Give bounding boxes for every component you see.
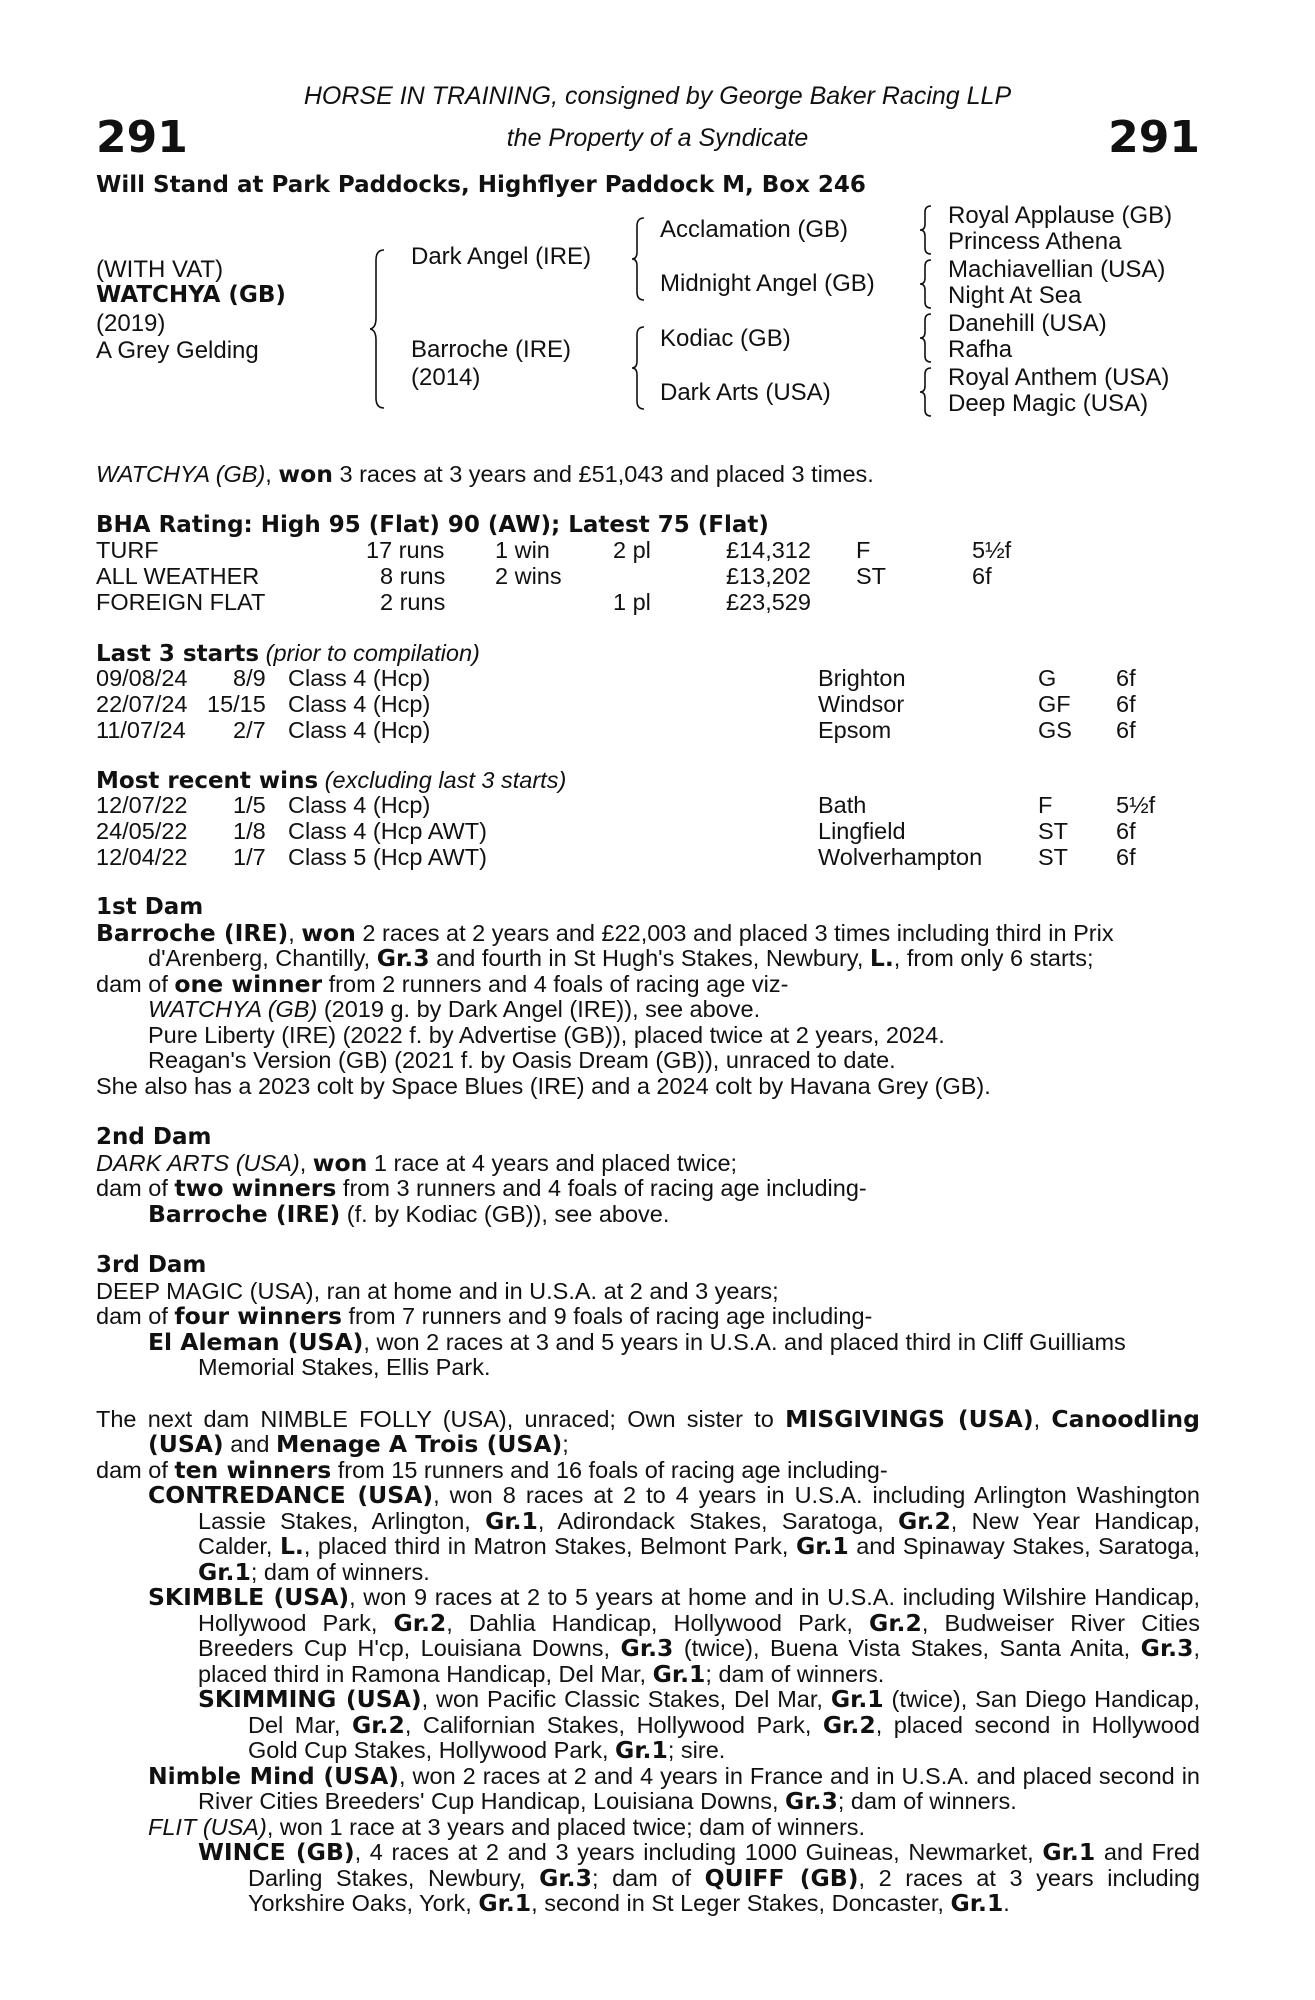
wins-course-2: Wolverhampton (818, 844, 983, 870)
contredance-entry: CONTREDANCE (USA), won 8 races at 2 to 4 years in U.S.A. including Arlington Washington Lassie Stakes, Arlington, Gr.1, Adirondack Stakes, Saratoga, Gr.2, New Year Handicap, Calder, L., placed third in Matron Stakes, Belmont Park, Gr.1 and Spinaway Stakes, Saratoga, Gr.1; dam of winners. (148, 1481, 1200, 1586)
rating-runs-1: 8 runs (380, 563, 446, 589)
gs-brace-3 (920, 312, 934, 364)
nimble-mind-entry: Nimble Mind (USA), won 2 races at 2 and 4 years in France and in U.S.A. and placed second in River Cities Breeders' Cup Handicap, Louisiana Downs, Gr.3; dam of winners. (148, 1761, 1200, 1815)
next-dam-record: The next dam NIMBLE FOLLY (USA), unraced; Own sister to MISGIVINGS (USA), Canoodling (USA) and Menage A Trois (USA); (96, 1404, 1200, 1458)
skimming-entry: SKIMMING (USA), won Pacific Classic Stakes, Del Mar, Gr.1 (twice), San Diego Handicap, Del Mar, Gr.2, Californian Stakes, Hollywood Park, Gr.2, placed second in Hollywood Gold Cup Stakes, Hollywood Park, Gr.1; sire. (198, 1685, 1200, 1764)
dam: Barroche (IRE) (411, 336, 572, 363)
rating-runs-0: 17 runs (366, 537, 445, 563)
gs-brace-2 (920, 258, 934, 310)
last3-pos-1: 15/15 (207, 691, 266, 717)
ggp-8: Deep Magic (USA) (948, 390, 1149, 417)
flit-entry: FLIT (USA), won 1 race at 3 years and placed twice; dam of winners. (148, 1813, 866, 1840)
dam-sire: Kodiac (GB) (660, 325, 791, 352)
rating-going-0: F (856, 537, 871, 563)
lot-number-right: 291 (1108, 112, 1200, 163)
summary-rest: 3 races at 3 years and £51,043 and placed 3 times. (332, 461, 874, 487)
rating-pl-0: 2 pl (613, 537, 651, 563)
wins-date-2: 12/04/22 (96, 844, 188, 870)
wins-going-0: F (1038, 792, 1053, 818)
wins-title: Most recent wins (96, 768, 319, 794)
ggp-3: Machiavellian (USA) (948, 256, 1166, 283)
first-dam-foal-1: WATCHYA (GB) (2019 g. by Dark Angel (IRE)), see above. (148, 996, 761, 1022)
skimble-entry: SKIMBLE (USA), won 9 races at 2 to 5 years at home and in U.S.A. including Wilshire Handicap, Hollywood Park, Gr.2, Dahlia Handicap, Hollywood Park, Gr.2, Budweiser River Cities Breeders Cup H'cp, Louisiana Downs, Gr.3 (twice), Buena Vista Stakes, Santa Anita, Gr.3, placed third in Ramona Handicap, Del Mar, Gr.1; dam of winners. (148, 1583, 1200, 1688)
wins-pos-1: 1/8 (233, 818, 266, 844)
last3-note: (prior to compilation) (259, 640, 480, 666)
second-dam-produce: dam of two winners from 3 runners and 4 foals of racing age including- (96, 1174, 867, 1202)
first-dam-produce: dam of one winner from 2 runners and 4 foals of racing age viz- (96, 969, 789, 998)
second-dam-record: DARK ARTS (USA), won 1 race at 4 years and placed twice; (96, 1148, 738, 1177)
ggp-2: Princess Athena (948, 228, 1122, 255)
last3-class-1: Class 4 (Hcp) (288, 691, 431, 717)
wins-going-1: ST (1038, 818, 1069, 844)
wins-class-0: Class 4 (Hcp) (288, 792, 431, 818)
last3-class-2: Class 4 (Hcp) (288, 717, 431, 743)
ggp-4: Night At Sea (948, 282, 1082, 309)
first-dam-foal-3: Reagan's Version (GB) (2021 f. by Oasis Dream (GB)), unraced to date. (148, 1047, 896, 1073)
gs-brace-4 (920, 366, 934, 418)
main-brace (370, 248, 390, 410)
rating-wins-1: 2 wins (495, 563, 562, 589)
dam-brace (632, 325, 648, 411)
wins-course-0: Bath (818, 792, 867, 818)
stabling-line: Will Stand at Park Paddocks, Highflyer Paddock M, Box 246 (96, 172, 866, 198)
rating-surface-0: TURF (96, 537, 159, 563)
rating-surface-1: ALL WEATHER (96, 563, 260, 589)
consignment-line: HORSE IN TRAINING, consigned by George Baker Racing LLP (303, 82, 1012, 110)
wins-class-1: Class 4 (Hcp AWT) (288, 818, 487, 844)
second-dam-heading: 2nd Dam (96, 1124, 212, 1150)
last3-course-1: Windsor (818, 691, 905, 717)
first-dam-section (96, 895, 1200, 1917)
dam-dam: Dark Arts (USA) (660, 379, 831, 406)
last3-heading (96, 640, 480, 667)
rating-surface-2: FOREIGN FLAT (96, 589, 266, 615)
wins-heading (96, 767, 566, 794)
last3-going-0: G (1038, 665, 1057, 691)
wins-date-1: 24/05/22 (96, 818, 188, 844)
wins-going-2: ST (1038, 844, 1069, 870)
ggp-7: Royal Anthem (USA) (948, 364, 1170, 391)
sire-sire: Acclamation (GB) (660, 216, 849, 243)
rating-dist-0: 5½f (972, 537, 1012, 563)
first-dam-also: She also has a 2023 colt by Space Blues (IRE) and a 2024 colt by Havana Grey (GB). (96, 1072, 991, 1099)
last3-title: Last 3 starts (96, 641, 260, 667)
last3-dist-2: 6f (1116, 717, 1136, 743)
last3-course-0: Brighton (818, 665, 906, 691)
last3-date-0: 09/08/24 (96, 665, 188, 691)
third-dam-heading: 3rd Dam (96, 1252, 207, 1278)
rating-wins-0: 1 win (495, 537, 550, 563)
last3-going-1: GF (1038, 691, 1071, 717)
rating-dist-1: 6f (972, 563, 992, 589)
rating-pl-2: 1 pl (613, 589, 651, 615)
horse-description: A Grey Gelding (96, 337, 259, 364)
lot-number-left: 291 (96, 112, 188, 163)
race-summary: WATCHYA (GB), won 3 races at 3 years and £51,043 and placed 3 times. (96, 460, 874, 488)
dam-year: (2014) (411, 364, 481, 391)
rating-heading: BHA Rating: High 95 (Flat) 90 (AW); Latest 75 (Flat) (96, 512, 769, 538)
ggp-5: Danehill (USA) (948, 310, 1107, 337)
ggp-1: Royal Applause (GB) (948, 202, 1173, 229)
horse-year: (2019) (96, 310, 166, 337)
summary-horse-name: WATCHYA (GB) (96, 461, 266, 487)
last3-course-2: Epsom (818, 717, 892, 743)
rating-going-1: ST (856, 563, 887, 589)
third-dam-record: DEEP MAGIC (USA), ran at home and in U.S.A. at 2 and 3 years; (96, 1277, 779, 1304)
first-dam-foal-2: Pure Liberty (IRE) (2022 f. by Advertise (GB)), placed twice at 2 years, 2024. (148, 1021, 945, 1048)
last3-date-2: 11/07/24 (96, 717, 186, 743)
first-dam-heading: 1st Dam (96, 894, 204, 920)
wins-dist-2: 6f (1116, 844, 1136, 870)
last3-dist-0: 6f (1116, 665, 1136, 691)
last3-pos-0: 8/9 (233, 665, 266, 691)
ggp-6: Rafha (948, 336, 1013, 363)
wins-course-1: Lingfield (818, 818, 906, 844)
rating-money-2: £23,529 (726, 589, 811, 615)
sire-dam: Midnight Angel (GB) (660, 270, 875, 297)
first-dam-record: Barroche (IRE), won 2 races at 2 years and £22,003 and placed 3 times including third in Prix d'Arenberg, Chantilly, Gr.3 and fourth in St Hugh's Stakes, Newbury, L., from only 6 starts; (96, 918, 1114, 972)
vat-label: (WITH VAT) (96, 256, 224, 283)
last3-class-0: Class 4 (Hcp) (288, 665, 431, 691)
wins-date-0: 12/07/22 (96, 792, 188, 818)
third-dam-foal-1: El Aleman (USA), won 2 races at 3 and 5 years in U.S.A. and placed third in Cliff Guilliams Memorial Stakes, Ellis Park. (148, 1327, 1126, 1380)
next-dam-produce: dam of ten winners from 15 runners and 16 foals of racing age including- (96, 1455, 888, 1484)
rating-money-0: £14,312 (726, 537, 811, 563)
sire: Dark Angel (IRE) (411, 243, 592, 270)
wins-class-2: Class 5 (Hcp AWT) (288, 844, 487, 870)
property-line: the Property of a Syndicate (506, 124, 809, 152)
wins-dist-1: 6f (1116, 818, 1136, 844)
rating-money-1: £13,202 (726, 563, 811, 589)
last3-pos-2: 2/7 (233, 717, 266, 743)
third-dam-produce: dam of four winners from 7 runners and 9 foals of racing age including- (96, 1302, 873, 1330)
wins-pos-2: 1/7 (233, 844, 266, 870)
wins-dist-0: 5½f (1116, 792, 1156, 818)
last3-going-2: GS (1038, 717, 1072, 743)
gs-brace-1 (920, 204, 934, 256)
sire-brace (632, 216, 648, 302)
horse-name: WATCHYA (GB) (96, 282, 286, 308)
last3-date-1: 22/07/24 (96, 691, 188, 717)
last3-dist-1: 6f (1116, 691, 1136, 717)
rating-runs-2: 2 runs (380, 589, 446, 615)
wins-note: (excluding last 3 starts) (318, 767, 567, 793)
second-dam-foal-1: Barroche (IRE) (f. by Kodiac (GB)), see above. (148, 1199, 670, 1228)
wins-pos-0: 1/5 (233, 792, 266, 818)
summary-won: won (278, 460, 333, 488)
wince-entry: WINCE (GB), 4 races at 2 and 3 years including 1000 Guineas, Newmarket, Gr.1 and Fred Darling Stakes, Newbury, Gr.3; dam of QUIFF (GB), 2 races at 3 years including Yorkshire Oaks, York, Gr.1, second in St Leger Stakes, Doncaster, Gr.1. (198, 1838, 1201, 1917)
